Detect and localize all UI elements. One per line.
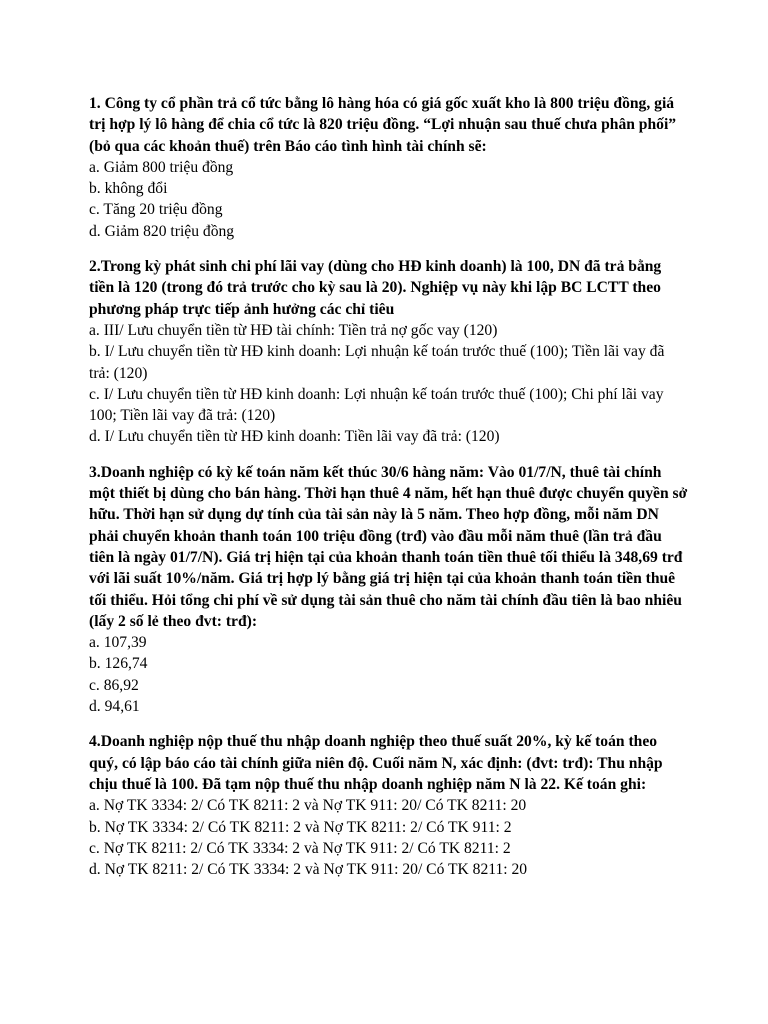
option-c: c. Nợ TK 8211: 2/ Có TK 3334: 2 và Nợ TK 911: 2/ Có TK 8211: 2 [89, 839, 511, 857]
option-b: b. Nợ TK 3334: 2/ Có TK 8211: 2 và Nợ TK 8211: 2/ Có TK 911: 2 [89, 818, 512, 836]
option-c: c. I/ Lưu chuyển tiền từ HĐ kinh doanh: Lợi nhuận kế toán trước thuế (100); Chi phí lãi vay 100; Tiền lãi vay đã trả: (120) [89, 385, 664, 425]
option-b: b. 126,74 [89, 655, 148, 673]
question-text: 1. Công ty cổ phần trả cổ tức bằng lô hàng hóa có giá gốc xuất kho là 800 triệu đồng, giá trị hợp lý lô hàng để chia cổ tức là 820 triệu đồng. “Lợi nhuận sau thuế chưa phân phối” (bỏ qua các khoản thuế) trên Báo cáo tình hình tài chính sẽ: [89, 95, 677, 155]
question-text: 3.Doanh nghiệp có kỳ kế toán năm kết thúc 30/6 hàng năm: Vào 01/7/N, thuê tài chính một thiết bị dùng cho bán hàng. Thời hạn thuê 4 năm, hết hạn thuê được chuyển quyền sở hữu. Thời hạn sử dụng dự tính của tài sản này là 5 năm. Theo hợp đồng, mỗi năm DN phải chuyển khoản thanh toán 100 triệu đồng (trđ) vào đầu mỗi năm thuê (lần trả đầu tiên là ngày 01/7/N). Giá trị hiện tại của khoản thanh toán tiền thuê tối thiểu là 348,69 trđ với lãi suất 10%/năm. Giá trị hợp lý bằng giá trị hiện tại của khoản thanh toán tiền thuê tối thiểu. Hỏi tổng chi phí về sử dụng tài sản thuê cho năm tài chính đầu tiên là bao nhiêu (lấy 2 số lẻ theo đvt: trđ): [89, 463, 688, 630]
option-c: c. 86,92 [89, 676, 139, 694]
question-text: 2.Trong kỳ phát sinh chi phí lãi vay (dùng cho HĐ kinh doanh) là 100, DN đã trả bằng tiền là 120 (trong đó trả trước cho kỳ sau là 20). Nghiệp vụ này khi lập BC LCTT theo phương pháp trực tiếp ảnh hưởng các chỉ tiêu [89, 258, 662, 318]
option-a: a. Giảm 800 triệu đồng [89, 158, 234, 176]
question-1 [89, 93, 689, 242]
question-2 [89, 256, 689, 448]
option-d: d. 94,61 [89, 698, 140, 716]
question-text: 4.Doanh nghiệp nộp thuế thu nhập doanh nghiệp theo thuế suất 20%, kỳ kế toán theo quý, có lập báo cáo tài chính giữa niên độ. Cuối năm N, xác định: (đvt: trđ): Thu nhập chịu thuế là 100. Đã tạm nộp thuế thu nhập doanh nghiệp năm N là 22. Kế toán ghi: [89, 733, 663, 793]
option-b: b. I/ Lưu chuyển tiền từ HĐ kinh doanh: Lợi nhuận kế toán trước thuế (100); Tiền lãi vay đã trả: (120) [89, 343, 665, 382]
option-c: c. Tăng 20 triệu đồng [89, 201, 223, 219]
option-d: d. Giảm 820 triệu đồng [89, 222, 235, 240]
option-a: a. 107,39 [89, 634, 147, 652]
option-a: a. III/ Lưu chuyển tiền từ HĐ tài chính: Tiền trả nợ gốc vay (120) [89, 321, 498, 339]
document-page [89, 93, 689, 894]
option-b: b. không đổi [89, 180, 168, 198]
option-a: a. Nợ TK 3334: 2/ Có TK 8211: 2 và Nợ TK 911: 20/ Có TK 8211: 20 [89, 797, 527, 815]
option-d: d. Nợ TK 8211: 2/ Có TK 3334: 2 và Nợ TK 911: 20/ Có TK 8211: 20 [89, 861, 528, 879]
option-d: d. I/ Lưu chuyển tiền từ HĐ kinh doanh: Tiền lãi vay đã trả: (120) [89, 428, 500, 446]
question-4 [89, 731, 689, 880]
question-3 [89, 462, 689, 718]
